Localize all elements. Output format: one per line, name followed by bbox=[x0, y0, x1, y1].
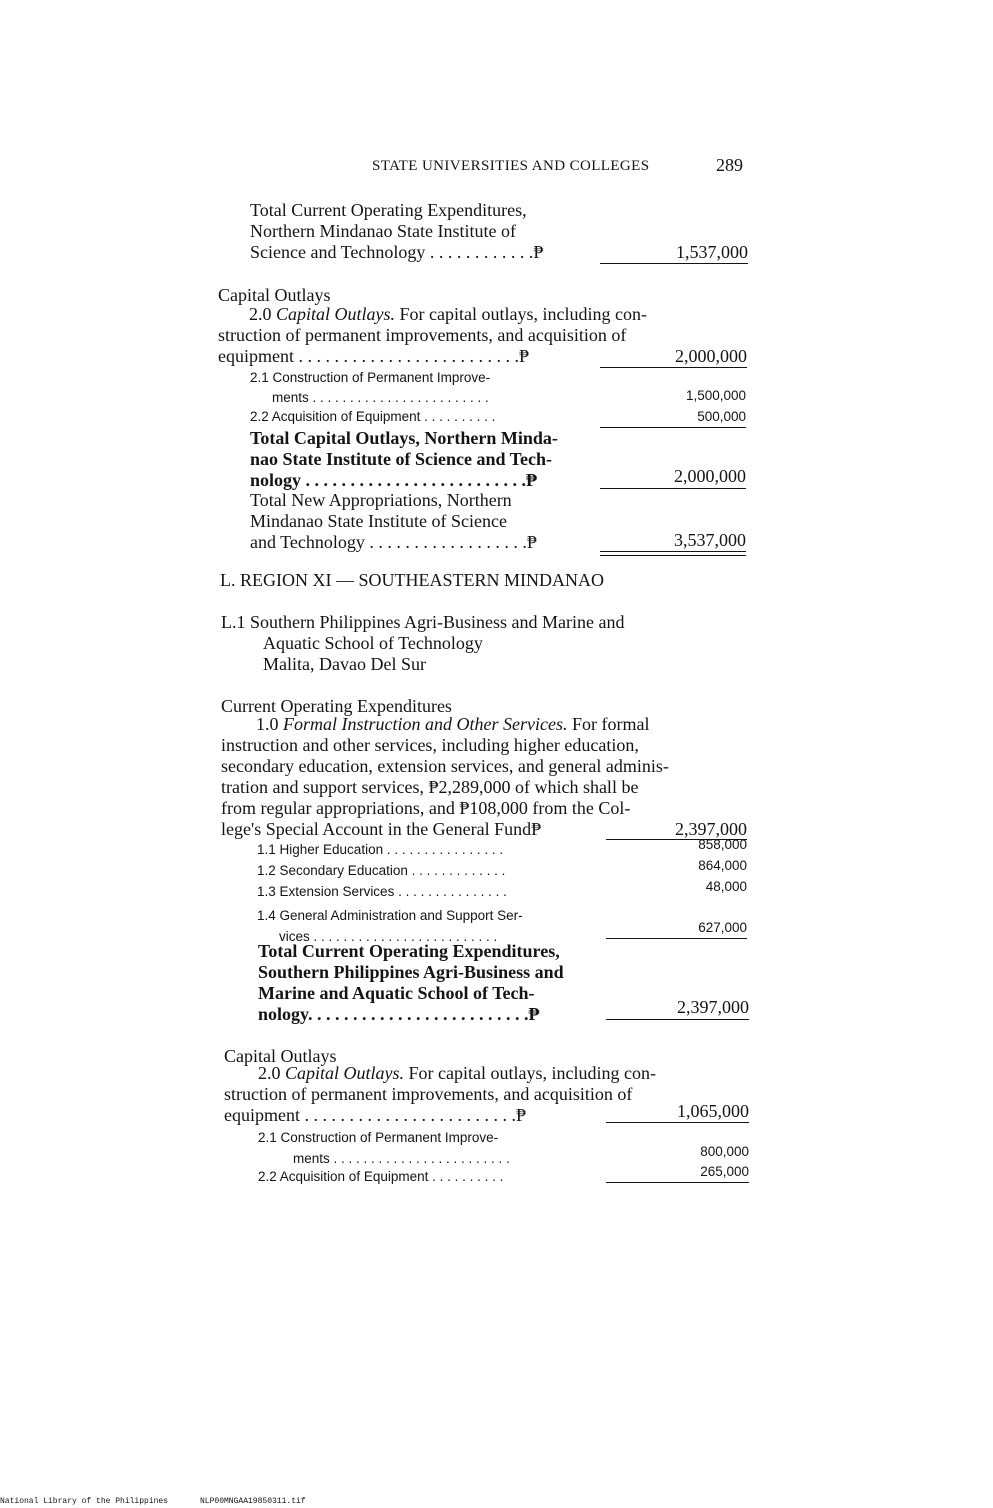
footer-file-id: NLP00MNGAA19850311.tif bbox=[200, 1497, 306, 1506]
item-2-1-label: 2.1 Construction of Permanent Improve- ments . . . . . . . . . . . . . . . . . . . . . . . . bbox=[250, 370, 491, 405]
nmsist-tco-label: Total Capital Outlays, Northern Minda- nao State Institute of Science and Tech- nology . . . . . . . . . . . . . . . . . . . . . . . . .₱ bbox=[250, 428, 558, 490]
capital-outlays-paragraph: 2.0 Capital Outlays. For capital outlays, including con- struction of permanent improvements, and acquisition of equipment . . . . . . . . . . . . . . . . . . . . . . . . .₱ bbox=[218, 304, 647, 366]
spamast-co-item-2-2-rule bbox=[606, 1182, 749, 1183]
spamast-co-item-2-2-amount: 265,000 bbox=[700, 1164, 749, 1179]
spamast-tcoe-amount: 2,397,000 bbox=[677, 997, 749, 1017]
page-number: 289 bbox=[716, 155, 743, 175]
running-header: STATE UNIVERSITIES AND COLLEGES bbox=[372, 158, 650, 174]
footer-library: National Library of the Philippines bbox=[0, 1497, 169, 1506]
nmsist-tco-rule bbox=[600, 488, 746, 489]
coe-item-1-3-amount: 48,000 bbox=[705, 879, 747, 894]
spamast-co-heading: Capital Outlays bbox=[224, 1046, 337, 1066]
coe-paragraph: 1.0 Formal Instruction and Other Services. For formal instruction and other services, including higher education, secondary education, extension services, and general adminis- tration and support services, ₱2,289,000 of which shall be from regular appropriations, and ₱108,000 from the Col- lege's Special Account in the General Fund₱ bbox=[221, 714, 669, 839]
spamast-co-item-2-1-label: 2.1 Construction of Permanent Improve- ments . . . . . . . . . . . . . . . . . . . . . . . . bbox=[258, 1130, 510, 1166]
item-2-1-amount: 1,500,000 bbox=[685, 388, 746, 403]
item-2-2-label: 2.2 Acquisition of Equipment . . . . . . . . . . bbox=[250, 409, 496, 424]
nmsist-tna-amount: 3,537,000 bbox=[674, 530, 746, 550]
item-2-2-amount: 500,000 bbox=[697, 409, 746, 424]
spamast-tcoe-label: Total Current Operating Expenditures, Southern Philippines Agri-Business and Marine and Aquatic School of Tech- nology. . . . . . . . . . . . . . . . . . . . . . . . .₱ bbox=[258, 941, 564, 1024]
coe-heading: Current Operating Expenditures bbox=[221, 696, 452, 716]
coe-amount: 2,397,000 bbox=[675, 819, 747, 839]
capital-outlays-heading: Capital Outlays bbox=[218, 285, 331, 305]
spamast-co-rule bbox=[606, 1122, 749, 1123]
coe-item-1-1-label: 1.1 Higher Education . . . . . . . . . . . . . . . . bbox=[257, 842, 504, 857]
nmsist-tcoe-rule bbox=[600, 263, 748, 264]
spamast-co-amount: 1,065,000 bbox=[677, 1101, 749, 1121]
coe-item-1-4-amount: 627,000 bbox=[698, 920, 747, 935]
nmsist-tna-label: Total New Appropriations, Northern Mindanao State Institute of Science and Technology . . . . . . . . . . . . . . . . . .₱ bbox=[250, 490, 537, 552]
nmsist-tna-rule-1 bbox=[600, 551, 746, 552]
spamast-tcoe-rule bbox=[606, 1019, 749, 1020]
item-2-2-rule bbox=[600, 427, 746, 428]
nmsist-tco-amount: 2,000,000 bbox=[674, 466, 746, 486]
capital-outlays-amount: 2,000,000 bbox=[675, 346, 747, 366]
capital-outlays-rule bbox=[600, 367, 747, 368]
coe-item-1-3-label: 1.3 Extension Services . . . . . . . . . . . . . . . bbox=[257, 884, 507, 899]
spamast-co-paragraph: 2.0 Capital Outlays. For capital outlays, including con- struction of permanent improvements, and acquisition of equipment . . . . . . . . . . . . . . . . . . . . . . . .₱ bbox=[224, 1063, 656, 1125]
nmsist-tna-rule-2 bbox=[600, 555, 746, 556]
coe-item-1-2-label: 1.2 Secondary Education . . . . . . . . . . . . . bbox=[257, 863, 506, 878]
school-heading: L.1 Southern Philippines Agri-Business and Marine and Aquatic School of Technology Malita, Davao Del Sur bbox=[221, 612, 625, 674]
spamast-co-item-2-2-label: 2.2 Acquisition of Equipment . . . . . . . . . . bbox=[258, 1169, 504, 1184]
spamast-co-item-2-1-amount: 800,000 bbox=[700, 1144, 749, 1159]
coe-item-1-4-rule bbox=[606, 938, 747, 939]
region-heading: L. REGION XI — SOUTHEASTERN MINDANAO bbox=[220, 570, 604, 590]
nmsist-tcoe-label: Total Current Operating Expenditures, Northern Mindanao State Institute of Science and Technology . . . . . . . . . . . .₱ bbox=[250, 200, 544, 262]
nmsist-tcoe-amount: 1,537,000 bbox=[676, 242, 748, 262]
coe-item-1-1-amount: 858,000 bbox=[698, 837, 747, 852]
coe-item-1-4-label: 1.4 General Administration and Support Ser- vices . . . . . . . . . . . . . . . . . . . . . . . . . bbox=[257, 908, 523, 944]
coe-item-1-2-amount: 864,000 bbox=[698, 858, 747, 873]
